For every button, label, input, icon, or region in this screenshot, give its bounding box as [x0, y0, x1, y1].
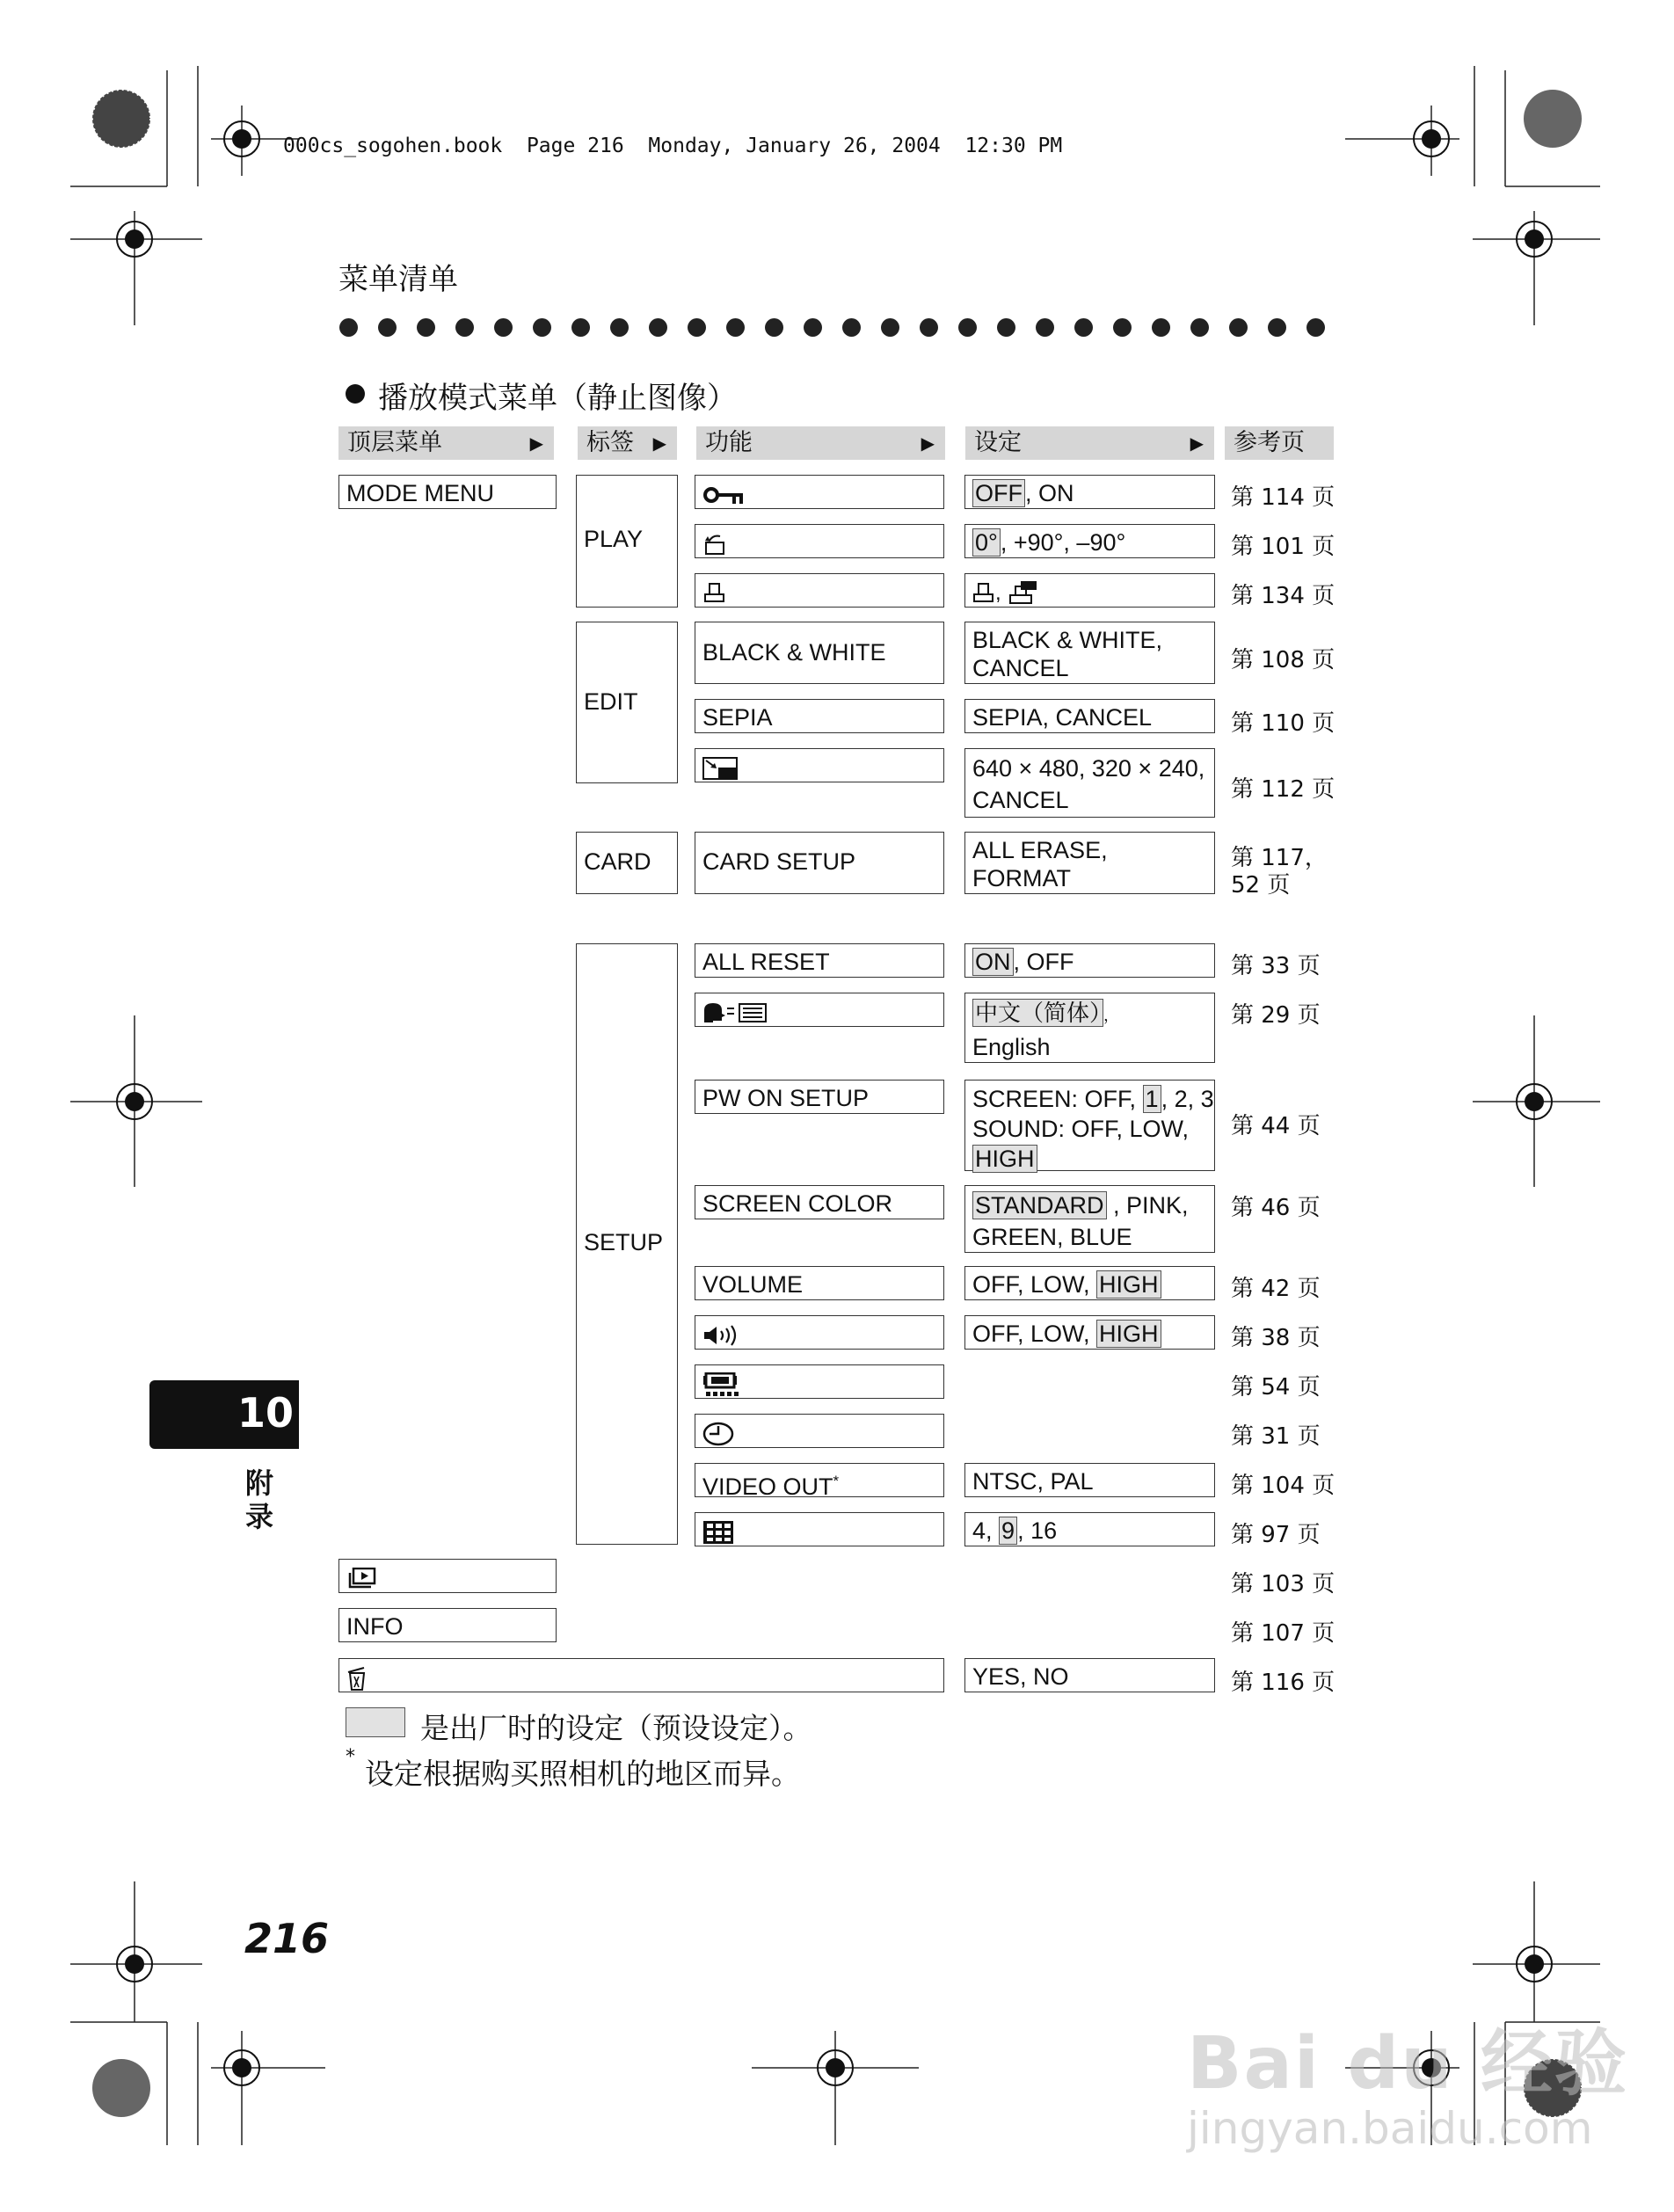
default-value: HIGH — [972, 1145, 1037, 1173]
function-resize[interactable] — [695, 748, 944, 782]
ref-index: 第 97 页 — [1231, 1522, 1321, 1548]
video-out-label: VIDEO OUT — [702, 1473, 833, 1500]
setting-resize[interactable]: 640 × 480, 320 × 240, CANCEL — [964, 748, 1215, 818]
setting-beep[interactable]: OFF, LOW, HIGH — [964, 1315, 1215, 1350]
protect-key-icon — [702, 484, 745, 506]
tab-card[interactable]: CARD — [576, 832, 678, 894]
default-swatch — [346, 1707, 405, 1737]
print-header: 000cs_sogohen.book Page 216 Monday, January 26, 2004 12:30 PM — [283, 135, 1063, 157]
ref-print: 第 134 页 — [1231, 583, 1336, 609]
ref-black-white: 第 108 页 — [1231, 647, 1336, 673]
default-value: HIGH — [1096, 1320, 1161, 1348]
setting-sepia[interactable]: SEPIA, CANCEL — [964, 699, 1215, 733]
setting-index[interactable]: 4, 9 , 16 — [964, 1512, 1215, 1546]
page-number: 216 — [244, 1915, 330, 1962]
function-brightness[interactable] — [695, 1364, 944, 1399]
function-pw-on-setup[interactable]: PW ON SETUP — [695, 1080, 944, 1114]
print-icon — [702, 582, 727, 605]
footnote-region: 设定根据购买照相机的地区而异。 — [365, 1757, 800, 1791]
subsection-bullet — [346, 384, 365, 404]
setting-pw-on[interactable]: SCREEN: OFF, 1 , 2, 3 SOUND: OFF, LOW, HIGH — [964, 1080, 1215, 1171]
ref-sepia: 第 110 页 — [1231, 710, 1336, 737]
setting-video-out[interactable]: NTSC, PAL — [964, 1463, 1215, 1497]
ref-pw-on: 第 44 页 — [1231, 1113, 1321, 1139]
default-value: 1 — [1143, 1085, 1161, 1113]
footnote-mark: * — [346, 1746, 355, 1768]
setting-print[interactable]: , — [964, 573, 1215, 608]
top-menu-info[interactable]: INFO — [338, 1608, 557, 1642]
tab-setup[interactable]: SETUP — [576, 943, 678, 1545]
tab-play[interactable]: PLAY — [576, 475, 678, 608]
ref-info: 第 107 页 — [1231, 1620, 1336, 1647]
top-menu-erase[interactable] — [338, 1658, 944, 1692]
index-grid-icon — [702, 1520, 734, 1545]
top-menu-mode-menu[interactable]: MODE MENU — [338, 475, 557, 509]
ref-language: 第 29 页 — [1231, 1002, 1321, 1029]
default-value: OFF — [972, 479, 1025, 507]
monitor-brightness-icon — [702, 1372, 741, 1397]
section-title: 菜单清单 — [338, 262, 458, 297]
ref-video-out: 第 104 页 — [1231, 1473, 1336, 1499]
header-reference: 参考页 — [1225, 426, 1334, 460]
function-black-white[interactable]: BLACK & WHITE — [695, 622, 944, 684]
resize-icon — [702, 757, 738, 780]
function-screen-color[interactable]: SCREEN COLOR — [695, 1185, 944, 1219]
setting-volume[interactable]: OFF, LOW, HIGH — [964, 1266, 1215, 1300]
function-protect[interactable] — [695, 475, 944, 509]
setting-black-white[interactable]: BLACK & WHITE, CANCEL — [964, 622, 1215, 684]
header-setting: 设定 ▶ — [965, 426, 1214, 460]
default-value: 9 — [999, 1517, 1017, 1545]
right-arrow-icon: ▶ — [652, 433, 666, 454]
header-function: 功能 ▶ — [696, 426, 945, 460]
rotate-icon — [702, 533, 729, 556]
function-clock[interactable] — [695, 1414, 944, 1448]
header-top-menu: 顶层菜单 ▶ — [338, 426, 554, 460]
header-tab: 标签 ▶ — [578, 426, 677, 460]
function-language[interactable] — [695, 993, 944, 1027]
ref-beep: 第 38 页 — [1231, 1325, 1321, 1351]
tab-edit[interactable]: EDIT — [576, 622, 678, 783]
default-value: 中文（简体） — [972, 999, 1103, 1027]
ref-all-reset: 第 33 页 — [1231, 953, 1321, 979]
right-arrow-icon: ▶ — [1190, 433, 1204, 454]
ref-slideshow: 第 103 页 — [1231, 1571, 1336, 1597]
setting-erase[interactable]: YES, NO — [964, 1658, 1215, 1692]
setting-protect[interactable]: OFF , ON — [964, 475, 1215, 509]
function-index[interactable] — [695, 1512, 944, 1546]
default-value: HIGH — [1096, 1270, 1161, 1299]
chapter-label: 附录 — [245, 1466, 274, 1533]
chapter-number: 10 — [237, 1389, 295, 1437]
ref-rotate: 第 101 页 — [1231, 534, 1336, 560]
default-value: 0° — [972, 528, 1001, 557]
function-sepia[interactable]: SEPIA — [695, 699, 944, 733]
setting-screen-color[interactable]: STANDARD , PINK, GREEN, BLUE — [964, 1185, 1215, 1253]
ref-card-2: 52 页 — [1231, 872, 1291, 899]
top-menu-slideshow[interactable] — [338, 1559, 557, 1593]
setting-rotate[interactable]: 0° , +90°, –90° — [964, 524, 1215, 558]
default-value: ON — [972, 948, 1014, 976]
ref-screen-color: 第 46 页 — [1231, 1195, 1321, 1221]
watermark-logo: Bai du 经验 — [1187, 2022, 1629, 2106]
ref-card-1: 第 117， — [1231, 845, 1328, 871]
print-all-icon — [1008, 581, 1037, 606]
setting-card[interactable]: ALL ERASE, FORMAT — [964, 832, 1215, 894]
function-print[interactable] — [695, 573, 944, 608]
ref-protect: 第 114 页 — [1231, 484, 1336, 511]
right-arrow-icon: ▶ — [529, 433, 543, 454]
function-beep[interactable] — [695, 1315, 944, 1350]
beep-speaker-icon — [702, 1324, 741, 1347]
right-arrow-icon: ▶ — [921, 433, 935, 454]
default-value: STANDARD — [972, 1191, 1107, 1219]
ref-resize: 第 112 页 — [1231, 776, 1336, 803]
print-icon — [972, 582, 995, 605]
erase-trash-icon — [346, 1666, 368, 1691]
subsection-title: 播放模式菜单（静止图像） — [378, 381, 737, 416]
video-out-footnote-mark: * — [833, 1473, 840, 1489]
setting-all-reset[interactable]: ON , OFF — [964, 943, 1215, 978]
watermark-url: jingyan.baidu.com — [1187, 2103, 1593, 2154]
function-video-out[interactable] — [695, 1463, 944, 1500]
clock-icon — [702, 1422, 734, 1446]
function-all-reset[interactable]: ALL RESET — [695, 943, 944, 978]
function-volume[interactable]: VOLUME — [695, 1266, 944, 1300]
setting-language[interactable]: 中文（简体） ， English — [964, 993, 1215, 1063]
ref-clock: 第 31 页 — [1231, 1423, 1321, 1450]
function-card-setup[interactable]: CARD SETUP — [695, 832, 944, 894]
ref-erase: 第 116 页 — [1231, 1670, 1336, 1696]
slideshow-icon — [346, 1568, 376, 1590]
footnote-default: 是出厂时的设定（预设设定）。 — [420, 1711, 812, 1745]
ref-volume: 第 42 页 — [1231, 1276, 1321, 1302]
language-icon — [702, 1001, 769, 1024]
function-rotate[interactable] — [695, 524, 944, 558]
ref-brightness: 第 54 页 — [1231, 1374, 1321, 1401]
